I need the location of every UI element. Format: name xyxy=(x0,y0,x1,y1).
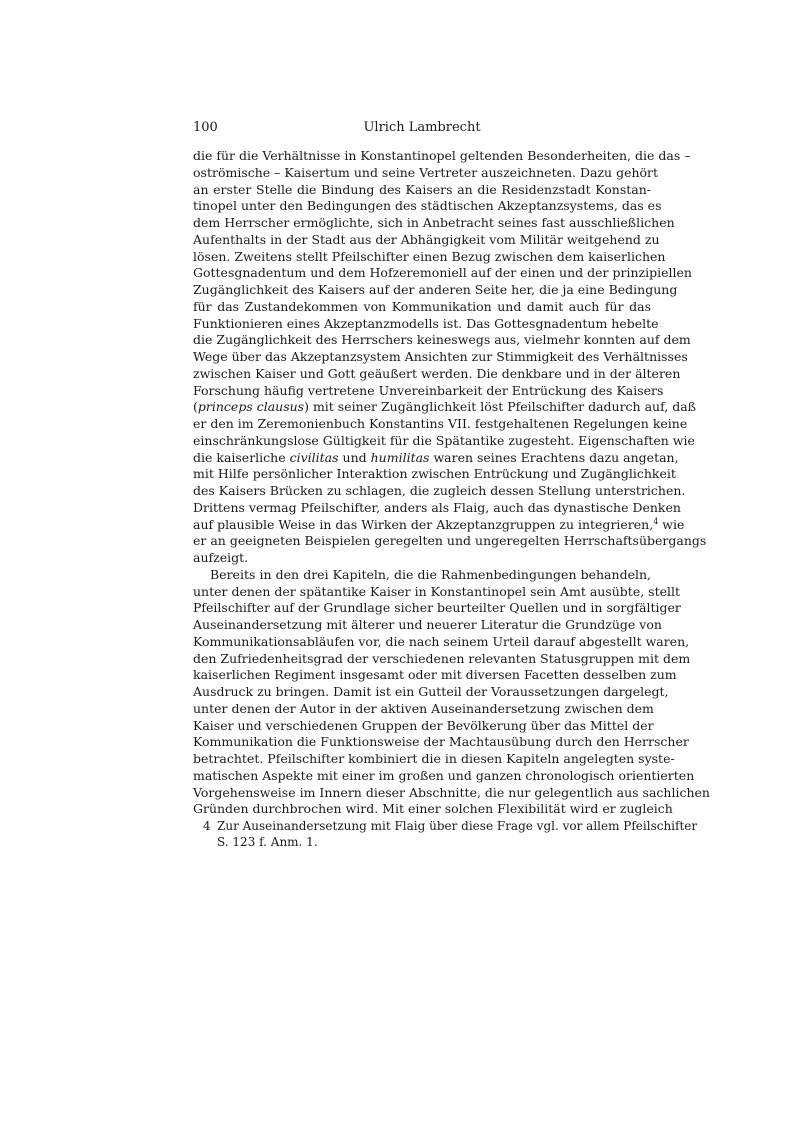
text-fragment: ) mit seiner Zugänglichkeit löst Pfeilschifter dadurch auf, daß xyxy=(304,399,697,415)
text-line: oströmische – Kaisertum und seine Vertreter auszeichneten. Dazu gehört xyxy=(193,164,659,180)
body-text xyxy=(193,148,710,818)
text-line: an erster Stelle die Bindung des Kaisers an die Residenzstadt Konstan- xyxy=(193,181,651,197)
text-line: des Kaisers Brücken zu schlagen, die zugleich dessen Stellung unterstrichen. xyxy=(193,483,686,498)
text-line xyxy=(193,449,679,467)
text-line: die Zugänglichkeit des Herrschers keineswegs aus, vielmehr konnten auf dem xyxy=(193,332,691,348)
text-line: er an geeigneten Beispielen geregelten und ungeregelten Herrschaftsübergangs xyxy=(193,533,707,549)
text-line: Gottesgnadentum und dem Hofzeremoniell auf der einen und der prinzipiellen xyxy=(193,265,692,281)
footnote-line: S. 123 f. Anm. 1. xyxy=(217,835,318,849)
text-line: Pfeilschifter auf der Grundlage sicher beurteilter Quellen und in sorgfältiger xyxy=(193,600,681,616)
text-line: Kommunikation die Funktionsweise der Machtausübung durch den Herrscher xyxy=(193,734,689,750)
text-fragment: auf plausible Weise in das Wirken der Akzeptanzgruppen zu integrieren, xyxy=(193,516,654,532)
text-line: Vorgehensweise im Innern dieser Abschnitte, die nur gelegentlich aus sachlichen xyxy=(193,784,710,800)
footnote-number: 4 xyxy=(203,819,211,833)
text-line: lösen. Zweitens stellt Pfeilschifter einen Bezug zwischen dem kaiserlichen xyxy=(193,248,666,264)
running-head: Ulrich Lambrecht xyxy=(363,120,481,135)
footnote-text xyxy=(217,818,698,850)
italic-term: humilitas xyxy=(370,449,430,465)
text-line: betrachtet. Pfeilschifter kombiniert die in diesen Kapiteln angelegten syste- xyxy=(193,751,675,766)
italic-term: civilitas xyxy=(289,449,339,465)
text-line: Forschung häufig vertretene Unvereinbarkeit der Entrückung des Kaisers xyxy=(193,382,664,398)
text-line: die für die Verhältnisse in Konstantinopel geltenden Besonderheiten, die das – xyxy=(193,148,691,163)
text-fragment: und xyxy=(338,449,371,465)
text-line: Gründen durchbrochen wird. Mit einer solchen Flexibilität wird er zugleich xyxy=(193,801,673,817)
text-line: zwischen Kaiser und Gott geäußert werden. Die denkbare und in der älteren xyxy=(193,365,681,381)
text-line xyxy=(193,516,685,534)
page-number: 100 xyxy=(193,120,218,135)
text-line: Wege über das Akzeptanzsystem Ansichten zur Stimmigkeit des Verhältnisses xyxy=(193,349,688,364)
text-line: kaiserlichen Regiment insgesamt oder mit diversen Facetten desselben zum xyxy=(193,667,677,683)
text-line: Aufenthalts in der Stadt aus der Abhängigkeit vom Militär weitgehend zu xyxy=(193,231,660,247)
text-line: mit Hilfe persönlicher Interaktion zwischen Entrückung und Zugänglichkeit xyxy=(193,466,676,482)
text-line: Kommunikationsabläufen vor, die nach seinem Urteil darauf abgestellt waren, xyxy=(193,633,690,649)
text-line: Kaiser und verschiedenen Gruppen der Bevölkerung über das Mittel der xyxy=(193,717,654,733)
footnote-line: Zur Auseinandersetzung mit Flaig über diese Frage vgl. vor allem Pfeilschifter xyxy=(217,819,698,833)
text-line: Bereits in den drei Kapiteln, die die Rahmenbedingungen behandeln, xyxy=(210,566,651,582)
text-fragment: waren seines Erachtens dazu angetan, xyxy=(429,449,679,465)
paragraph-1 xyxy=(193,148,707,567)
text-line: unter denen der Autor in der aktiven Auseinandersetzung zwischen dem xyxy=(193,700,654,716)
text-line: Drittens vermag Pfeilschifter, anders als Flaig, auch das dynastische Denken xyxy=(193,499,681,515)
text-line: für das Zustandekommen von Kommunikation und damit auch für das xyxy=(193,298,651,314)
text-line: Ausdruck zu bringen. Damit ist ein Gutteil der Voraussetzungen dargelegt, xyxy=(193,684,669,699)
text-line: Funktionieren eines Akzeptanzmodells ist. Das Gottesgnadentum hebelte xyxy=(193,315,659,331)
text-line: dem Herrscher ermöglichte, sich in Anbetracht seines fast ausschließlichen xyxy=(193,215,675,230)
text-fragment: ( xyxy=(193,399,198,415)
paragraph-2 xyxy=(193,566,710,818)
text-line: Zugänglichkeit des Kaisers auf der anderen Seite her, die ja eine Bedingung xyxy=(193,282,678,297)
italic-term: princeps clausus xyxy=(197,399,305,415)
text-line: Auseinandersetzung mit älterer und neuerer Literatur die Grundzüge von xyxy=(193,617,662,632)
text-line: matischen Aspekte mit einer im großen und ganzen chronologisch orientierten xyxy=(193,767,695,783)
text-line: er den im Zeremonienbuch Konstantins VII. festgehaltenen Regelungen keine xyxy=(193,416,688,431)
text-fragment: die kaiserliche xyxy=(193,449,290,465)
text-line: unter denen der spätantike Kaiser in Konstantinopel sein Amt ausübte, stellt xyxy=(193,583,681,599)
text-fragment: wie xyxy=(658,516,685,532)
text-line: tinopel unter den Bedingungen des städtischen Akzeptanzsystems, das es xyxy=(193,198,662,214)
footnote-ref[interactable]: 4 xyxy=(653,516,659,526)
text-line: den Zufriedenheitsgrad der verschiedenen relevanten Statusgruppen mit dem xyxy=(193,650,691,666)
text-line: aufzeigt. xyxy=(193,550,249,565)
text-line: einschränkungslose Gültigkeit für die Spätantike zugesteht. Eigenschaften wie xyxy=(193,432,695,448)
text-line xyxy=(193,399,697,416)
